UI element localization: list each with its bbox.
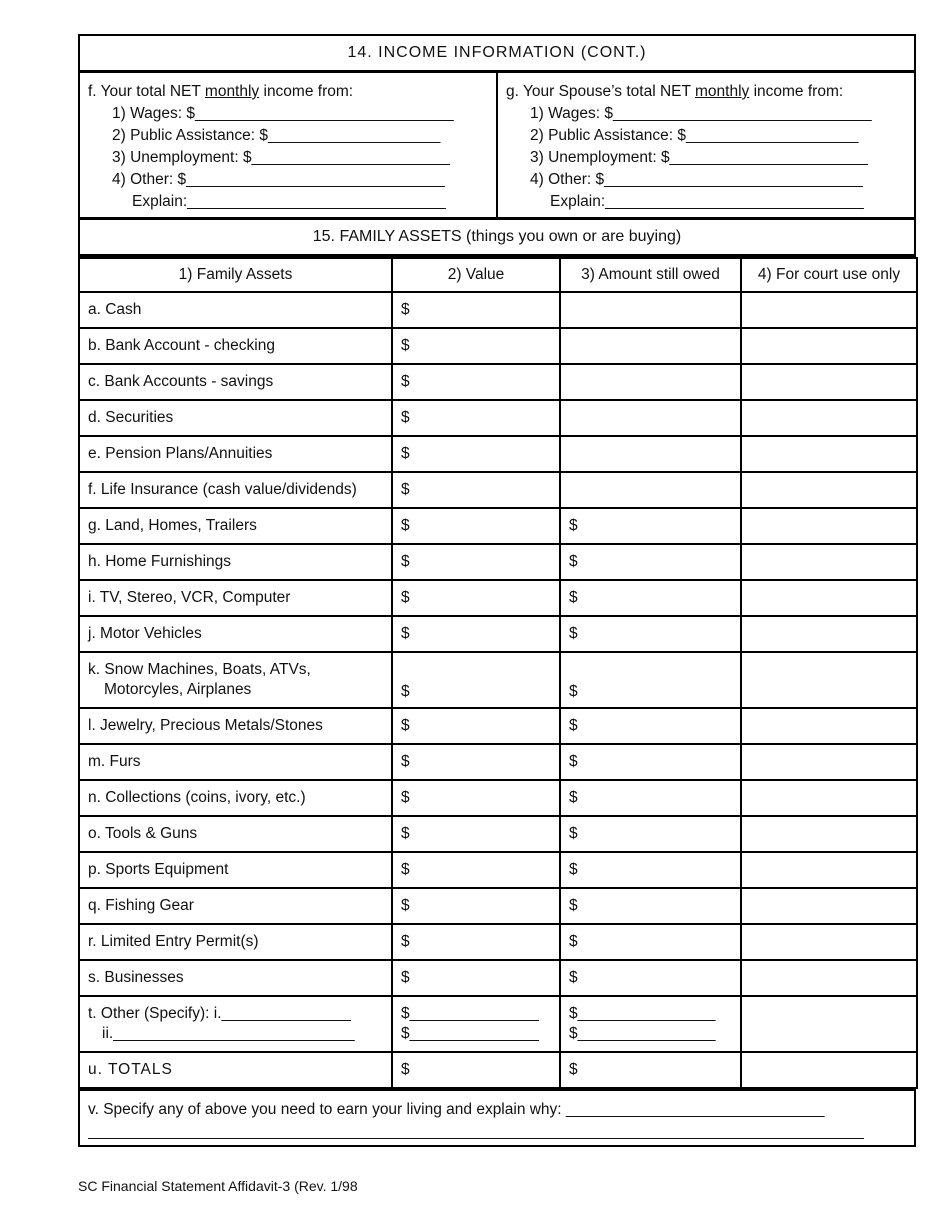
value-cell[interactable]: $ <box>392 924 560 960</box>
asset-label: l. Jewelry, Precious Metals/Stones <box>79 708 392 744</box>
owed-cell[interactable] <box>560 328 741 364</box>
value-cell[interactable]: $ <box>392 960 560 996</box>
value-cell[interactable]: $ <box>392 328 560 364</box>
spouse-wages-field[interactable]: 1) Wages: $______________________________ <box>530 105 872 122</box>
value-cell[interactable]: $ <box>392 852 560 888</box>
court-cell <box>741 816 917 852</box>
court-cell <box>741 924 917 960</box>
value-cell[interactable]: $ <box>392 708 560 744</box>
court-cell <box>741 580 917 616</box>
spouse-income-column <box>496 73 914 217</box>
table-row <box>79 652 917 708</box>
table-row <box>79 816 917 852</box>
court-cell <box>741 364 917 400</box>
owed-cell[interactable]: $ <box>560 960 741 996</box>
table-row <box>79 436 917 472</box>
self-public-assistance-field[interactable]: 2) Public Assistance: $____________________ <box>112 127 441 144</box>
self-unemployment-field[interactable]: 3) Unemployment: $_______________________ <box>112 149 450 166</box>
court-cell <box>741 744 917 780</box>
asset-label: f. Life Insurance (cash value/dividends) <box>79 472 392 508</box>
asset-label: m. Furs <box>79 744 392 780</box>
table-row-totals <box>79 1052 917 1088</box>
table-row <box>79 472 917 508</box>
owed-cell[interactable]: $ <box>560 708 741 744</box>
court-cell <box>741 708 917 744</box>
table-row <box>79 544 917 580</box>
court-cell <box>741 508 917 544</box>
court-cell <box>741 472 917 508</box>
asset-label: r. Limited Entry Permit(s) <box>79 924 392 960</box>
asset-label: s. Businesses <box>79 960 392 996</box>
header-value: 2) Value <box>392 258 560 292</box>
owed-cell[interactable]: $ <box>560 852 741 888</box>
asset-label: d. Securities <box>79 400 392 436</box>
value-cell[interactable]: $ <box>392 580 560 616</box>
court-cell <box>741 960 917 996</box>
table-row <box>79 888 917 924</box>
court-cell <box>741 888 917 924</box>
table-row <box>79 616 917 652</box>
court-cell <box>741 328 917 364</box>
owed-cell[interactable]: $ <box>560 924 741 960</box>
other-owed-cell <box>560 996 741 1052</box>
table-row <box>79 744 917 780</box>
asset-label: g. Land, Homes, Trailers <box>79 508 392 544</box>
other-value-2[interactable]: $_______________ <box>401 1025 539 1042</box>
court-cell <box>741 852 917 888</box>
family-assets-table <box>78 257 918 1089</box>
header-court-use: 4) For court use only <box>741 258 917 292</box>
value-cell[interactable]: $ <box>392 292 560 328</box>
self-income-prefix: f. Your total NET <box>88 83 205 100</box>
section-15-title: 15. FAMILY ASSETS (things you own or are buying) <box>78 220 916 257</box>
owed-cell[interactable] <box>560 400 741 436</box>
other-value-1[interactable]: $_______________ <box>401 1005 539 1022</box>
asset-label: b. Bank Account - checking <box>79 328 392 364</box>
asset-label: c. Bank Accounts - savings <box>79 364 392 400</box>
income-section <box>78 73 916 220</box>
owed-cell[interactable]: $ <box>560 744 741 780</box>
table-header-row <box>79 258 917 292</box>
table-row <box>79 508 917 544</box>
other-label-line1[interactable]: t. Other (Specify): i._______________ <box>88 1005 351 1022</box>
self-other-field[interactable]: 4) Other: $______________________________ <box>112 171 445 188</box>
value-cell[interactable]: $ <box>392 816 560 852</box>
asset-label: e. Pension Plans/Annuities <box>79 436 392 472</box>
asset-label: n. Collections (coins, ivory, etc.) <box>79 780 392 816</box>
value-cell[interactable]: $ <box>392 652 560 708</box>
owed-cell[interactable]: $ <box>560 580 741 616</box>
owed-cell[interactable] <box>560 292 741 328</box>
asset-label-line1: k. Snow Machines, Boats, ATVs, <box>88 661 311 678</box>
asset-label: q. Fishing Gear <box>79 888 392 924</box>
self-income-suffix: income from: <box>259 83 354 100</box>
court-cell <box>741 616 917 652</box>
spouse-unemployment-field[interactable]: 3) Unemployment: $_______________________ <box>530 149 868 166</box>
value-cell[interactable]: $ <box>392 508 560 544</box>
table-row <box>79 708 917 744</box>
value-cell[interactable]: $ <box>392 744 560 780</box>
financial-statement-form <box>78 34 916 1147</box>
court-cell <box>741 1052 917 1088</box>
value-cell[interactable]: $ <box>392 888 560 924</box>
value-cell[interactable]: $ <box>392 364 560 400</box>
spouse-income-suffix: income from: <box>749 83 844 100</box>
header-family-assets: 1) Family Assets <box>79 258 392 292</box>
other-owed-1[interactable]: $________________ <box>569 1005 716 1022</box>
asset-label: h. Home Furnishings <box>79 544 392 580</box>
totals-owed-cell[interactable]: $ <box>560 1052 741 1088</box>
owed-cell[interactable]: $ <box>560 780 741 816</box>
spouse-other-field[interactable]: 4) Other: $______________________________ <box>530 171 863 188</box>
value-cell[interactable]: $ <box>392 616 560 652</box>
specify-section <box>78 1089 916 1147</box>
spouse-explain-field[interactable]: Explain:______________________________ <box>550 193 864 210</box>
court-cell <box>741 544 917 580</box>
owed-cell[interactable] <box>560 436 741 472</box>
table-row-other <box>79 996 917 1052</box>
spouse-income-monthly: monthly <box>695 83 750 100</box>
table-row <box>79 960 917 996</box>
totals-value-cell[interactable]: $ <box>392 1052 560 1088</box>
asset-label-line2: Motorcyles, Airplanes <box>104 681 252 698</box>
owed-cell[interactable]: $ <box>560 616 741 652</box>
table-row <box>79 400 917 436</box>
value-cell[interactable]: $ <box>392 544 560 580</box>
owed-cell[interactable]: $ <box>560 888 741 924</box>
court-cell <box>741 652 917 708</box>
court-cell <box>741 996 917 1052</box>
table-row <box>79 292 917 328</box>
self-income-column <box>80 73 496 217</box>
table-row <box>79 328 917 364</box>
court-cell <box>741 292 917 328</box>
section-14-title: 14. INCOME INFORMATION (CONT.) <box>78 34 916 73</box>
asset-label: a. Cash <box>79 292 392 328</box>
owed-cell[interactable] <box>560 472 741 508</box>
other-owed-2[interactable]: $________________ <box>569 1025 716 1042</box>
self-explain-field[interactable]: Explain:______________________________ <box>132 193 446 210</box>
court-cell <box>741 780 917 816</box>
court-cell <box>741 400 917 436</box>
owed-cell[interactable]: $ <box>560 816 741 852</box>
specify-line-1[interactable]: v. Specify any of above you need to earn your living and explain why: ______________________________ <box>88 1101 825 1118</box>
table-row <box>79 852 917 888</box>
owed-cell[interactable] <box>560 364 741 400</box>
value-cell[interactable]: $ <box>392 472 560 508</box>
value-cell[interactable]: $ <box>392 780 560 816</box>
table-row <box>79 364 917 400</box>
other-label-line2[interactable]: ii.____________________________ <box>102 1025 355 1042</box>
owed-cell[interactable]: $ <box>560 508 741 544</box>
value-cell[interactable]: $ <box>392 436 560 472</box>
owed-cell[interactable]: $ <box>560 652 741 708</box>
asset-label: i. TV, Stereo, VCR, Computer <box>79 580 392 616</box>
specify-line-2[interactable]: __________________________________________________________________________________________ <box>88 1123 864 1140</box>
self-wages-field[interactable]: 1) Wages: $______________________________ <box>112 105 454 122</box>
self-income-heading <box>88 81 488 103</box>
totals-label: u. TOTALS <box>79 1052 392 1088</box>
spouse-income-heading <box>506 81 906 103</box>
header-amount-owed: 3) Amount still owed <box>560 258 741 292</box>
table-row <box>79 924 917 960</box>
self-income-monthly: monthly <box>204 83 260 100</box>
asset-label: o. Tools & Guns <box>79 816 392 852</box>
spouse-public-assistance-field[interactable]: 2) Public Assistance: $____________________ <box>530 127 859 144</box>
other-value-cell <box>392 996 560 1052</box>
owed-cell[interactable]: $ <box>560 544 741 580</box>
spouse-income-prefix: g. Your Spouse’s total NET <box>506 83 695 100</box>
asset-label: p. Sports Equipment <box>79 852 392 888</box>
value-cell[interactable]: $ <box>392 400 560 436</box>
form-footer: SC Financial Statement Affidavit-3 (Rev. 1/98 <box>78 1178 358 1194</box>
asset-label: j. Motor Vehicles <box>79 616 392 652</box>
table-row <box>79 580 917 616</box>
other-label <box>79 996 392 1052</box>
court-cell <box>741 436 917 472</box>
asset-label <box>79 652 392 708</box>
table-row <box>79 780 917 816</box>
